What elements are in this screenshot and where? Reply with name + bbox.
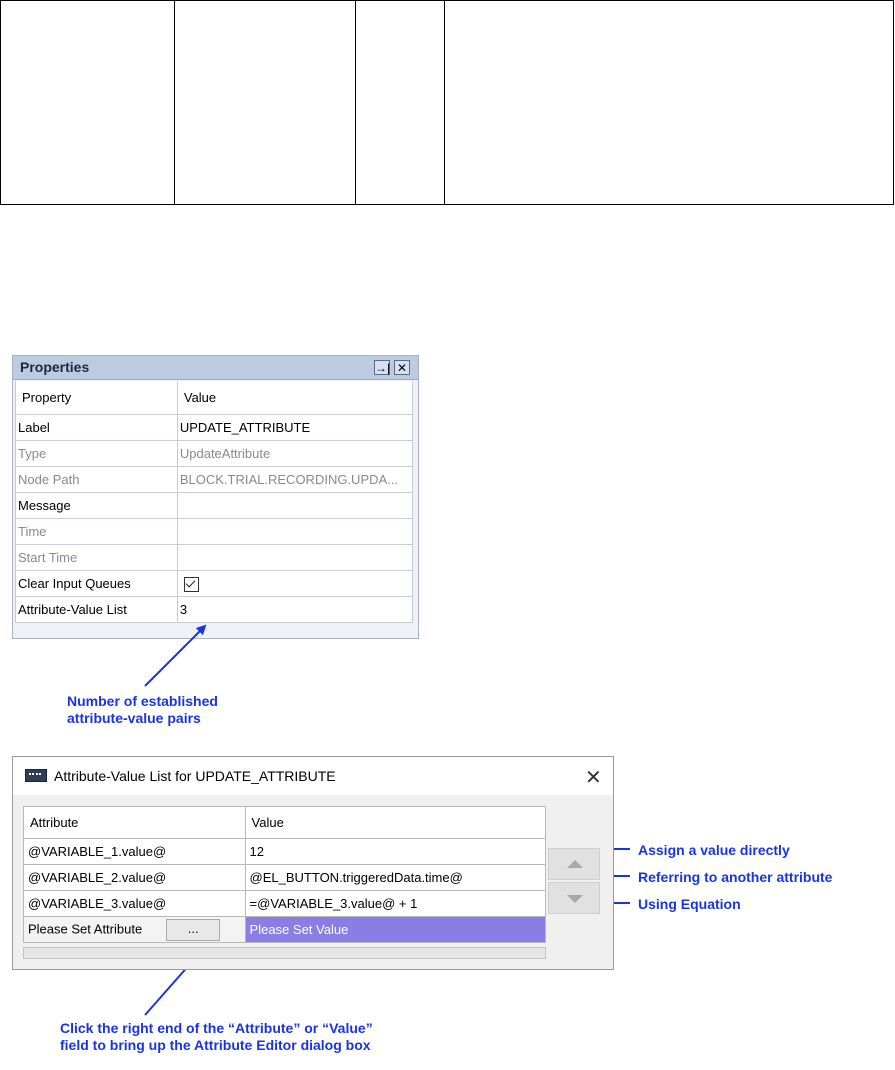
- dialog-titlebar: [13, 757, 613, 795]
- property-name: Node Path: [16, 467, 178, 493]
- property-name: Type: [16, 441, 178, 467]
- value-cell[interactable]: @EL_BUTTON.triggeredData.time@: [245, 865, 545, 891]
- count-note-line-1: Number of established: [67, 693, 218, 709]
- pin-icon[interactable]: →|: [375, 361, 391, 375]
- count-note-line-2: attribute-value pairs: [67, 710, 201, 726]
- move-up-button[interactable]: [548, 848, 600, 880]
- arrow-to-list-count: [145, 626, 205, 686]
- arrow-down-icon: [567, 895, 583, 903]
- close-icon[interactable]: ✕: [394, 360, 410, 375]
- property-value[interactable]: UPDATE_ATTRIBUTE: [177, 415, 412, 441]
- column-header-value[interactable]: Value: [245, 807, 545, 839]
- arrow-up-icon: [567, 860, 583, 868]
- count-note: [67, 693, 218, 727]
- close-icon[interactable]: ✕: [585, 767, 602, 789]
- table-row[interactable]: [24, 865, 546, 891]
- attribute-value-grid: [23, 806, 546, 943]
- property-value: BLOCK.TRIAL.RECORDING.UPDA...: [177, 467, 412, 493]
- attribute-value-dialog: [12, 756, 614, 970]
- table-row[interactable]: [24, 839, 546, 865]
- dialog-title: Attribute-Value List for UPDATE_ATTRIBUTE: [54, 768, 336, 784]
- property-name: Start Time: [16, 545, 178, 571]
- assign-note: Assign a value directly: [638, 842, 790, 858]
- property-name: Clear Input Queues: [16, 571, 178, 597]
- grid-header-row: [24, 807, 546, 839]
- column-header-value[interactable]: Value: [177, 381, 412, 415]
- ellipsis-button[interactable]: ...: [166, 919, 220, 941]
- click-note-line-2: field to bring up the Attribute Editor dialog box: [60, 1037, 371, 1053]
- refer-note: Referring to another attribute: [638, 869, 833, 885]
- move-down-button[interactable]: [548, 882, 600, 914]
- property-name: Message: [16, 493, 178, 519]
- column-header-property[interactable]: Property: [16, 381, 178, 415]
- placeholder-attribute[interactable]: Please Set Attribute: [28, 920, 143, 936]
- equation-note: Using Equation: [638, 896, 741, 912]
- value-cell[interactable]: 12: [245, 839, 545, 865]
- attribute-cell[interactable]: @VARIABLE_1.value@: [24, 839, 246, 865]
- property-name: Time: [16, 519, 178, 545]
- attribute-cell[interactable]: @VARIABLE_3.value@: [24, 891, 246, 917]
- dialog-app-icon: [25, 769, 47, 782]
- horizontal-scrollbar[interactable]: [23, 947, 546, 959]
- click-note-line-1: Click the right end of the “Attribute” or “Value”: [60, 1020, 373, 1036]
- properties-title: Properties: [20, 359, 90, 375]
- column-header-attribute[interactable]: Attribute: [24, 807, 246, 839]
- property-name: Attribute-Value List: [16, 597, 178, 623]
- click-note: [60, 1020, 373, 1054]
- property-value[interactable]: 3: [177, 597, 412, 623]
- attribute-cell[interactable]: @VARIABLE_2.value@: [24, 865, 246, 891]
- property-name: Label: [16, 415, 178, 441]
- value-cell[interactable]: =@VARIABLE_3.value@ + 1: [245, 891, 545, 917]
- new-entry-row[interactable]: [24, 917, 546, 943]
- attribute-cell[interactable]: [24, 917, 246, 943]
- placeholder-value[interactable]: Please Set Value: [245, 917, 545, 943]
- property-value: UpdateAttribute: [177, 441, 412, 467]
- table-row[interactable]: [24, 891, 546, 917]
